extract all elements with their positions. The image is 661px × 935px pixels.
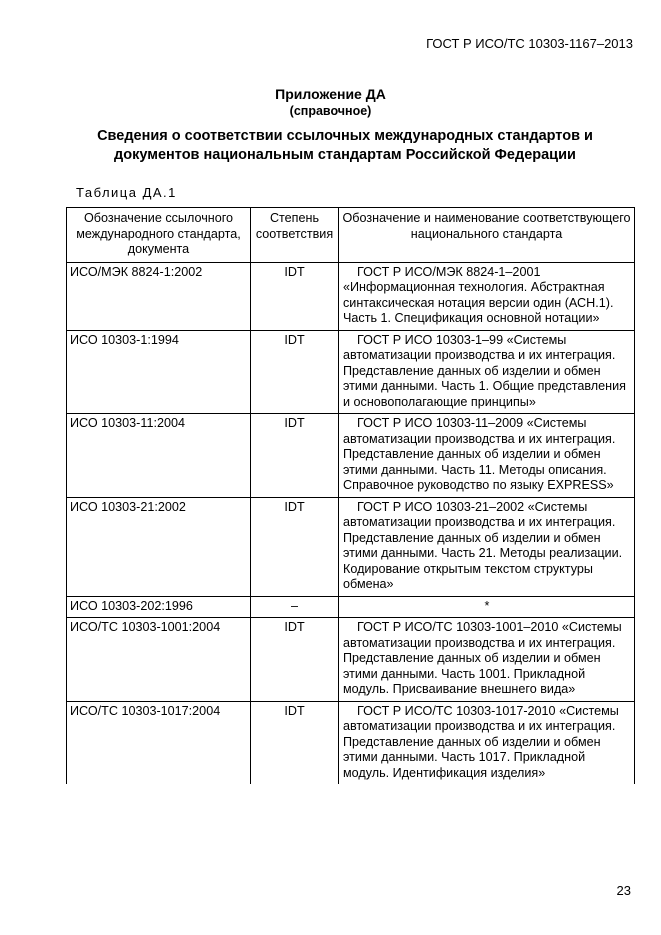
table-row xyxy=(67,618,635,702)
column-header-reference: Обозначение ссылочного международного стандарта, документа xyxy=(67,208,251,263)
reference-cell: ИСО 10303-21:2002 xyxy=(67,497,251,596)
table-label: Таблица ДА.1 xyxy=(76,185,177,200)
reference-cell: ИСО 10303-202:1996 xyxy=(67,596,251,618)
table-row xyxy=(67,596,635,618)
degree-cell: IDT xyxy=(251,414,339,498)
degree-cell: IDT xyxy=(251,618,339,702)
national-standard-text: ГОСТ Р ИСО 10303-21–2002 «Системы автоматизации производства и их интеграция. Представление данных об изделии и обмен этими данными. Часть 21. Методы реализации. Кодирование открытым текстом структуры обмена» xyxy=(343,499,623,591)
reference-cell: ИСО 10303-1:1994 xyxy=(67,330,251,414)
national-standard-text: ГОСТ Р ИСО/МЭК 8824-1–2001 «Информационная технология. Абстрактная синтаксическая нотация версии один (АСН.1). Часть 1. Спецификация основной нотации» xyxy=(343,264,614,325)
national-standard-cell xyxy=(339,330,635,414)
national-standard-cell xyxy=(339,701,635,784)
reference-cell: ИСО/МЭК 8824-1:2002 xyxy=(67,262,251,330)
national-standard-text: ГОСТ Р ИСО/ТС 10303-1017-2010 «Системы автоматизации производства и их интеграция. Представление данных об изделии и обмен этими данными. Часть 1017. Прикладной модуль. Идентификация изделия» xyxy=(343,703,619,780)
page-number: 23 xyxy=(616,883,631,898)
table-row xyxy=(67,330,635,414)
appendix-subtitle: (справочное) xyxy=(289,104,372,118)
reference-cell: ИСО 10303-11:2004 xyxy=(67,414,251,498)
degree-cell: IDT xyxy=(251,497,339,596)
national-standard-cell xyxy=(339,596,635,618)
degree-cell: IDT xyxy=(251,262,339,330)
table-row xyxy=(67,262,635,330)
table-row xyxy=(67,701,635,784)
national-standard-text: ГОСТ Р ИСО/ТС 10303-1001–2010 «Системы автоматизации производства и их интеграция. Представление данных об изделии и обмен этими данными. Часть 1001. Прикладной модуль. Присваивание внешнего вида» xyxy=(343,620,622,696)
degree-cell: – xyxy=(251,596,339,618)
appendix-title: Приложение ДА xyxy=(275,86,386,102)
column-header-national: Обозначение и наименование соответствующего национального стандарта xyxy=(339,208,635,263)
national-standard-text: * xyxy=(484,598,490,613)
correspondence-table xyxy=(66,207,635,784)
table-header-row xyxy=(67,208,635,263)
national-standard-cell xyxy=(339,262,635,330)
document-code: ГОСТ Р ИСО/ТС 10303-1167–2013 xyxy=(426,36,633,51)
table-row xyxy=(67,497,635,596)
national-standard-cell xyxy=(339,497,635,596)
column-header-degree: Степень соответствия xyxy=(251,208,339,263)
national-standard-cell xyxy=(339,414,635,498)
reference-cell: ИСО/ТС 10303-1017:2004 xyxy=(67,701,251,784)
national-standard-text: ГОСТ Р ИСО 10303-11–2009 «Системы автоматизации производства и их интеграция. Представление данных об изделии и обмен этими данными. Часть 11. Методы описания. Справочное руководство по языку EXPRESS» xyxy=(343,416,616,492)
section-heading: Сведения о соответствии ссылочных международных стандартов и документов национальным стандартам Российской Федерации xyxy=(97,128,593,163)
degree-cell: IDT xyxy=(251,701,339,784)
national-standard-text: ГОСТ Р ИСО 10303-1–99 «Системы автоматизации производства и их интеграция. Представление данных об изделии и обмен этими данными. Часть 1. Общие представления и основополагающие принципы» xyxy=(343,332,626,409)
national-standard-cell xyxy=(339,618,635,702)
degree-cell: IDT xyxy=(251,330,339,414)
reference-cell: ИСО/ТС 10303-1001:2004 xyxy=(67,618,251,702)
table-row xyxy=(67,414,635,498)
